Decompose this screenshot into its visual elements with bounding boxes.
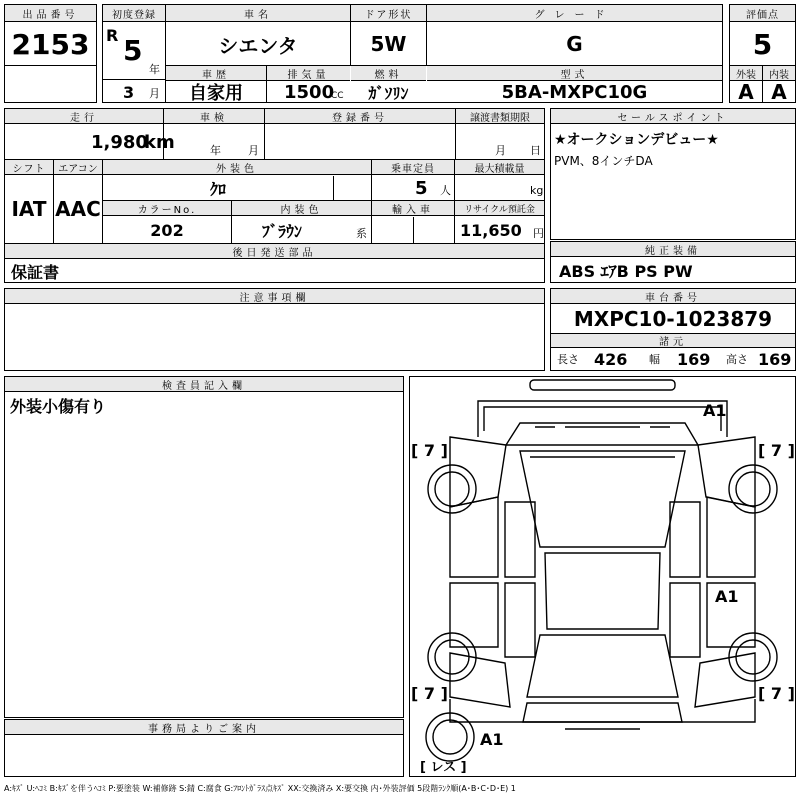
cc-unit: CC [331,91,344,101]
lot-number-label: 出品番号 [5,5,96,22]
inspection-year-unit: 年 [210,144,221,157]
max-load-label: 最大積載量 [455,160,544,175]
chassis-box [550,288,796,371]
office-box [4,719,404,777]
equipment-label: 純正装備 [551,242,795,257]
max-load-unit: kg [530,183,544,197]
sales-point-line-2: PVM、8インチDA [554,153,653,168]
history: 自家用 [189,83,243,104]
later-parts-value: 保証書 [11,262,60,282]
first-registration-label: 初度登録 [103,5,165,22]
car-spec-box [165,4,723,103]
transfer-doc-label: 譲渡書類期限 [456,109,544,124]
lot-number-box [4,4,97,103]
damage-mark-rear: A1 [480,729,504,749]
sales-point-line-1: ★オークションデビュー★ [554,132,719,148]
chassis-number: MXPC10-1023879 [573,307,773,331]
equipment-box [550,241,796,283]
interior-color-label: 内装色 [232,201,371,216]
door-type: 5W [370,32,407,56]
tire-rear-right: [ 7 ] [758,683,795,703]
km-unit: km [144,131,175,153]
first-registration-box [102,4,166,103]
capacity: 5 [415,177,428,199]
interior-grade: A [771,80,787,104]
chassis-label: 車台番号 [551,289,795,304]
score-box [729,4,796,103]
recycle-deposit: 11,650 [460,220,522,240]
displacement: 1500 [284,81,335,103]
transfer-month-unit: 月 [495,144,506,157]
length-value: 426 [594,349,628,369]
registration-month: 3 [123,82,135,102]
capacity-label: 乗車定員 [372,160,454,175]
dims-label: 諸元 [551,334,795,348]
width-label: 幅 [649,353,660,366]
inspector-box [4,376,404,718]
office-label: 事務局よりご案内 [5,720,403,735]
damage-mark-front: A1 [703,400,727,420]
interior-color-suffix: 系 [356,227,367,240]
inspector-label: 検査員記入欄 [5,377,403,392]
exterior-label: 外装 [730,66,762,81]
door-label: ドア形状 [351,5,426,22]
car-name: シエンタ [218,33,298,58]
tire-front-right: [ 7 ] [758,440,795,460]
reg-number-label: 登録番号 [265,109,455,124]
car-diagram-box [409,376,796,777]
color-number: 202 [150,220,184,240]
score-label: 評価点 [730,5,795,22]
notes-box [4,288,545,371]
displacement-label: 排気量 [267,66,350,81]
car-name-label: 車名 [166,5,350,22]
registration-year: 5 [123,33,143,67]
mileage: 1,980 [91,131,148,153]
tire-front-left: [ 7 ] [411,440,448,460]
exterior-color: ｸﾛ [209,179,226,199]
fuel: ｶﾞｿﾘﾝ [368,83,409,103]
height-value: 169 [758,349,792,369]
inspection-month-unit: 月 [248,144,259,157]
model-label: 型式 [427,66,722,81]
mileage-label: 走行 [5,109,163,124]
spare-tire: [ レス ] [420,759,467,775]
model-code: 5BA-MXPC10G [501,81,648,103]
sales-point-box [550,108,796,240]
vehicle-details-box [4,108,545,283]
inspection-label: 車検 [164,109,264,124]
sales-point-label: セールスポイント [551,109,795,124]
equipment-value: ABS ｴｱB PS PW [559,261,693,281]
height-label: 高さ [726,353,748,366]
import-label: 輸入車 [372,201,454,216]
score: 5 [752,27,773,61]
damage-legend: A:ｷｽﾞ U:ﾍｺﾐ B:ｷｽﾞを伴うﾍｺﾐ P:要塗装 W:補修跡 S:錆 C:腐食 G:ﾌﾛﾝﾄｶﾞﾗｽ点ｷｽﾞ XX:交換済み X:要交換 内･外装評価 5段階ﾗﾝｸ順(A･B･C･D･E) 1 [4,783,516,793]
month-unit: 月 [149,87,160,100]
era: R [106,25,119,45]
interior-label: 内装 [763,66,795,81]
damage-mark-right: A1 [715,586,739,606]
year-unit: 年 [149,63,160,76]
recycle-label: リサイクル預託金 [455,201,544,216]
grade: G [566,32,583,56]
transfer-day-unit: 日 [530,144,541,157]
width-value: 169 [677,349,711,369]
aircon: AAC [55,197,101,221]
color-number-label: カラーNo. [103,201,231,216]
interior-color: ﾌﾞﾗｳﾝ [261,221,302,241]
recycle-unit: 円 [533,227,544,240]
grade-label: グレード [427,5,722,22]
inspector-comment: 外装小傷有り [10,396,107,416]
lot-number: 2153 [11,27,90,61]
notes-label: 注意事項欄 [5,289,544,304]
capacity-unit: 人 [440,184,451,197]
tire-rear-left: [ 7 ] [411,683,448,703]
aircon-label: エアコン [54,160,102,175]
shift: IAT [11,197,47,221]
color-label: 外装色 [103,160,371,175]
car-diagram [410,377,795,776]
history-label: 車歴 [166,66,266,81]
exterior-grade: A [738,80,754,104]
length-label: 長さ [557,353,579,366]
fuel-label: 燃料 [351,66,426,81]
shift-label: シフト [5,160,53,175]
later-parts-label: 後日発送部品 [5,244,544,259]
